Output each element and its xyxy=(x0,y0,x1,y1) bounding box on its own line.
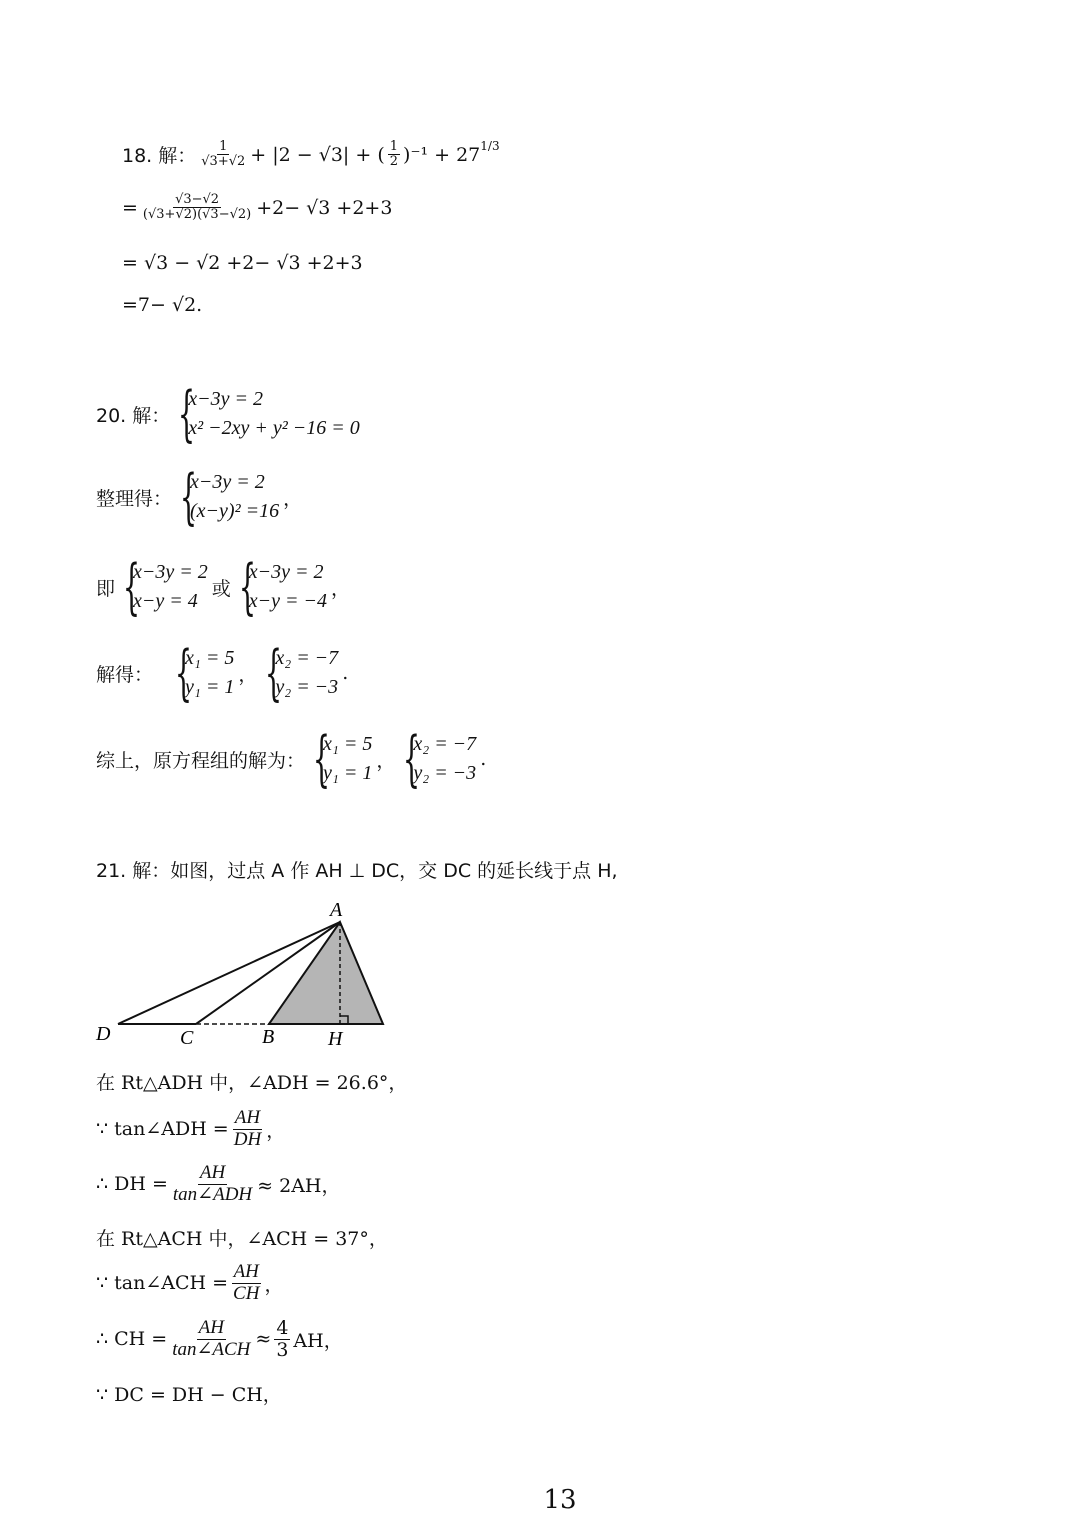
label-a: A xyxy=(330,900,343,921)
q20-system-2: { x−3y = 2 (x−y)² =16 xyxy=(179,462,280,532)
shaded-triangle-abh xyxy=(269,922,383,1024)
q18-fraction-2: $\frac{√3-√2}{(√3+√2)(√3-√2)}$ xyxy=(142,192,252,223)
q20-line-4: 解得： { x₁ = 5 y₁ = 1 ， { x₂ = −7 y₂ = −3 . xyxy=(96,638,349,708)
q20-line-1: 20. 解： { x−3y = 2 x² −2xy + y² −16 = 0 xyxy=(96,379,360,449)
q18-label: 18. 解： xyxy=(122,145,197,168)
q18-line-2: = $\frac{√3-√2}{(√3+√2)(√3-√2)}$ +2− √3 +2+3 xyxy=(122,192,393,223)
q21-line-5: ∵ tan∠ACH = $\frac{AH}{CH}$ ， xyxy=(96,1261,284,1304)
q20-system-1: { x−3y = 2 x² −2xy + y² −16 = 0 xyxy=(178,379,360,449)
q21-line-1: 在 Rt△ADH 中，∠ADH = 26.6°， xyxy=(96,1072,408,1094)
q18-line-1: 18. 解： $\frac{1}{√3+√2}$ + |2 − √3| + ( $\frac{1}{2}$ )⁻¹ + 27 1/3 xyxy=(122,138,500,170)
q18-line-3: = √3 − √2 +2− √3 +2+3 xyxy=(122,252,363,274)
q20-summary-1: { x₁ = 5 y₁ = 1 xyxy=(312,724,373,794)
q21-line-7: ∵ DC = DH − CH， xyxy=(96,1384,282,1406)
label-h: H xyxy=(328,1028,343,1045)
triangle-figure xyxy=(92,900,412,1045)
q20-summary-2: { x₂ = −7 y₂ = −3 xyxy=(403,724,477,794)
q20-system-4: { x−3y = 2 x−y = −4 xyxy=(238,552,328,622)
q18-line-4: =7− √2. xyxy=(122,294,203,316)
q21-intro: 21. 解：如图，过点 A 作 AH ⊥ DC，交 DC 的延长线于点 H, xyxy=(96,860,618,882)
q20-solution-1: { x₁ = 5 y₁ = 1 xyxy=(174,638,235,708)
q21-line-2: ∵ tan∠ADH = $\frac{AH}{DH}$ ， xyxy=(96,1107,286,1150)
page-number: 13 xyxy=(543,1485,577,1515)
q20-solution-2: { x₂ = −7 y₂ = −3 xyxy=(265,638,339,708)
label-b: B xyxy=(262,1026,275,1045)
q21-line-6: ∴ CH = $\frac{AH}{\text{tan∠ACH}}$ ≈ $\frac{4}{3}$ AH， xyxy=(96,1317,343,1361)
q21-line-4: 在 Rt△ACH 中，∠ACH = 37°， xyxy=(96,1228,388,1250)
label-d: D xyxy=(96,1023,111,1045)
q20-line-5: 综上，原方程组的解为： { x₁ = 5 y₁ = 1 ， { x₂ = −7 y₂ = −3 . xyxy=(96,724,487,794)
q20-line-2: 整理得： { x−3y = 2 (x−y)² =16 ， xyxy=(96,462,303,532)
q20-system-3: { x−3y = 2 x−y = 4 xyxy=(122,552,208,622)
q18-fraction-1: $\frac{1}{√3+√2}$ xyxy=(201,139,246,170)
q18-half-fraction: $\frac{1}{2}$ xyxy=(389,139,399,170)
q20-line-3: 即 { x−3y = 2 x−y = 4 或 { x−3y = 2 x−y = −4 ， xyxy=(96,552,351,622)
q21-line-3: ∴ DH = $\frac{AH}{\text{tan∠ADH}}$ ≈ 2AH， xyxy=(96,1162,341,1205)
q18-exponent: 1/3 xyxy=(480,138,500,153)
label-c: C xyxy=(180,1027,194,1045)
